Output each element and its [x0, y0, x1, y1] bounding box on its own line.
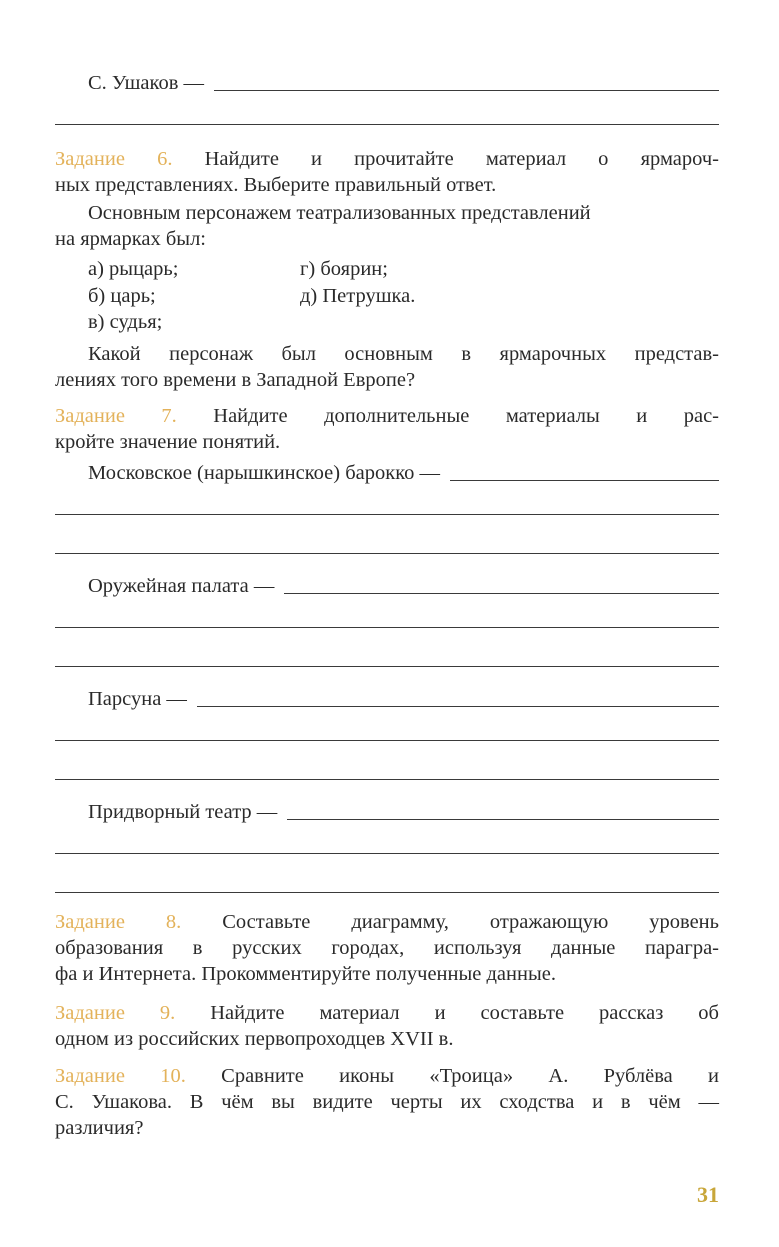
task6-question1: Основным персонажем театрализованных представлений — [88, 202, 591, 224]
option-a[interactable]: а) рыцарь; — [88, 258, 179, 280]
task10-line2: С. Ушакова. В чём вы видите черты их сходства и в чём — — [55, 1091, 719, 1113]
term-ushakov: С. Ушаков — — [88, 72, 204, 94]
option-v[interactable]: в) судья; — [88, 311, 163, 333]
answer-line[interactable] — [55, 627, 719, 628]
task9-line1: Задание 9. Найдите материал и составьте рассказ об — [55, 1002, 719, 1024]
term-baroque: Московское (нарышкинское) барокко — — [88, 462, 441, 484]
term-row-baroque — [88, 460, 719, 486]
task6-question2-cont: лениях того времени в Западной Европе? — [55, 369, 416, 391]
term-row-parsuna — [88, 686, 719, 712]
task9-label: Задание 9. — [55, 1002, 176, 1024]
option-g[interactable]: г) боярин; — [300, 258, 388, 280]
task6-label: Задание 6. — [55, 148, 173, 170]
term-row-ushakov — [88, 70, 719, 96]
answer-line[interactable] — [55, 553, 719, 554]
task8-line1: Задание 8. Составьте диаграмму, отражающую уровень — [55, 911, 719, 933]
answer-line[interactable] — [197, 706, 719, 707]
option-d[interactable]: д) Петрушка. — [300, 285, 416, 307]
answer-line[interactable] — [55, 853, 719, 854]
term-armory: Оружейная палата — — [88, 575, 275, 597]
task6-line1: Задание 6. Найдите и прочитайте материал о ярмароч- — [55, 148, 719, 170]
task8-label: Задание 8. — [55, 911, 182, 933]
term-row-theatre — [88, 799, 719, 825]
term-theatre: Придворный театр — — [88, 801, 278, 823]
answer-line[interactable] — [55, 666, 719, 667]
task9-line2: одном из российских первопроходцев XVII в. — [55, 1028, 454, 1050]
answer-line[interactable] — [450, 480, 719, 481]
answer-line[interactable] — [55, 740, 719, 741]
task7-line2: кройте значение понятий. — [55, 431, 281, 453]
task10-label: Задание 10. — [55, 1065, 186, 1087]
task7-label: Задание 7. — [55, 405, 177, 427]
task8-line2: образования в русских городах, используя данные парагра- — [55, 937, 719, 959]
task10-line3: различия? — [55, 1117, 144, 1139]
task8-line3: фа и Интернета. Прокомментируйте полученные данные. — [55, 963, 556, 985]
term-row-armory — [88, 573, 719, 599]
answer-line[interactable] — [55, 124, 719, 125]
option-b[interactable]: б) царь; — [88, 285, 156, 307]
answer-line[interactable] — [287, 819, 719, 820]
page-number: 31 — [697, 1182, 719, 1207]
task6-question2: Какой персонаж был основным в ярмарочных представ- — [88, 343, 719, 365]
answer-line[interactable] — [284, 593, 719, 594]
answer-line[interactable] — [55, 514, 719, 515]
task6-line2: ных представлениях. Выберите правильный ответ. — [55, 174, 497, 196]
task6-question1-cont: на ярмарках был: — [55, 228, 206, 250]
answer-line[interactable] — [55, 892, 719, 893]
term-parsuna: Парсуна — — [88, 688, 187, 710]
task7-line1: Задание 7. Найдите дополнительные материалы и рас- — [55, 405, 719, 427]
answer-line[interactable] — [214, 90, 719, 91]
task10-line1: Задание 10. Сравните иконы «Троица» А. Рублёва и — [55, 1065, 719, 1087]
answer-line[interactable] — [55, 779, 719, 780]
